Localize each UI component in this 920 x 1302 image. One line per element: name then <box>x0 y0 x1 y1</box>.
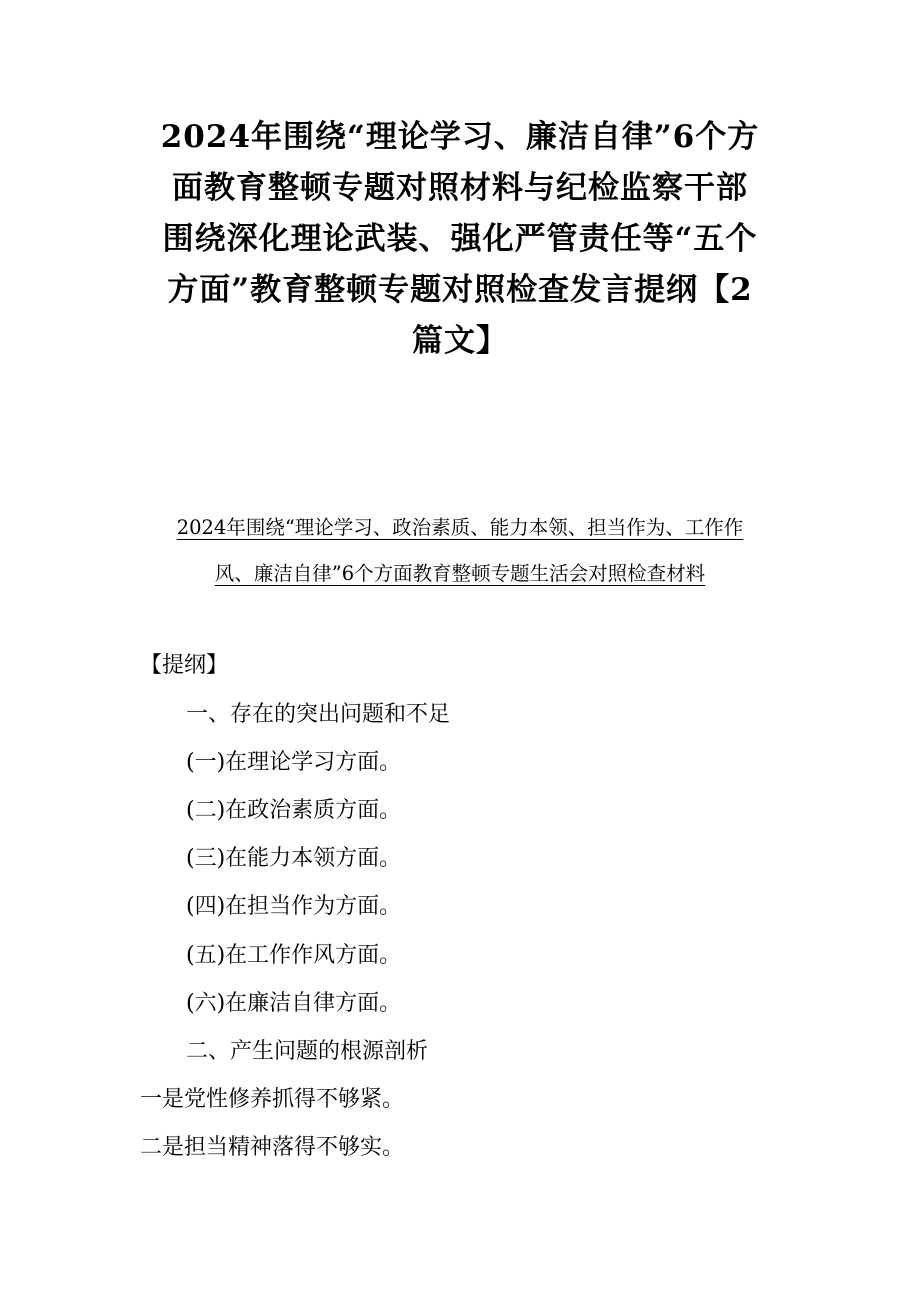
section-heading <box>120 505 800 597</box>
outline-item: (五)在工作作风方面。 <box>186 943 402 968</box>
outline-item: (三)在能力本领方面。 <box>186 846 402 871</box>
section-heading-line: 风、廉洁自律”6个方面教育整顿专题生活会对照检查材料 <box>214 562 706 585</box>
outline-item: (六)在廉洁自律方面。 <box>186 991 402 1016</box>
outline-item: (二)在政治素质方面。 <box>186 798 402 823</box>
outline-item: 一是党性修养抓得不够紧。 <box>140 1087 405 1112</box>
section-heading-line: 2024年围绕“理论学习、政治素质、能力本领、担当作为、工作作 <box>176 516 744 539</box>
outline-item: (四)在担当作为方面。 <box>186 894 402 919</box>
document-title-line: 篇文】 <box>412 323 508 359</box>
document-title-line: 面教育整顿专题对照材料与纪检监察干部 <box>172 170 748 206</box>
outline-label: 【提纲】 <box>140 653 229 678</box>
document-title-line: 围绕深化理论武装、强化严管责任等“五个 <box>162 221 758 257</box>
outline-item: 二、产生问题的根源剖析 <box>186 1039 429 1064</box>
outline-item: 一、存在的突出问题和不足 <box>186 702 451 727</box>
outline-item: (一)在理论学习方面。 <box>186 750 402 775</box>
document-title-line: 方面”教育整顿专题对照检查发言提纲【2 <box>167 272 753 308</box>
outline-item: 二是担当精神落得不够实。 <box>140 1135 405 1160</box>
document-title-line: 2024年围绕“理论学习、廉洁自律”6个方 <box>160 119 760 155</box>
document-title <box>130 112 790 367</box>
